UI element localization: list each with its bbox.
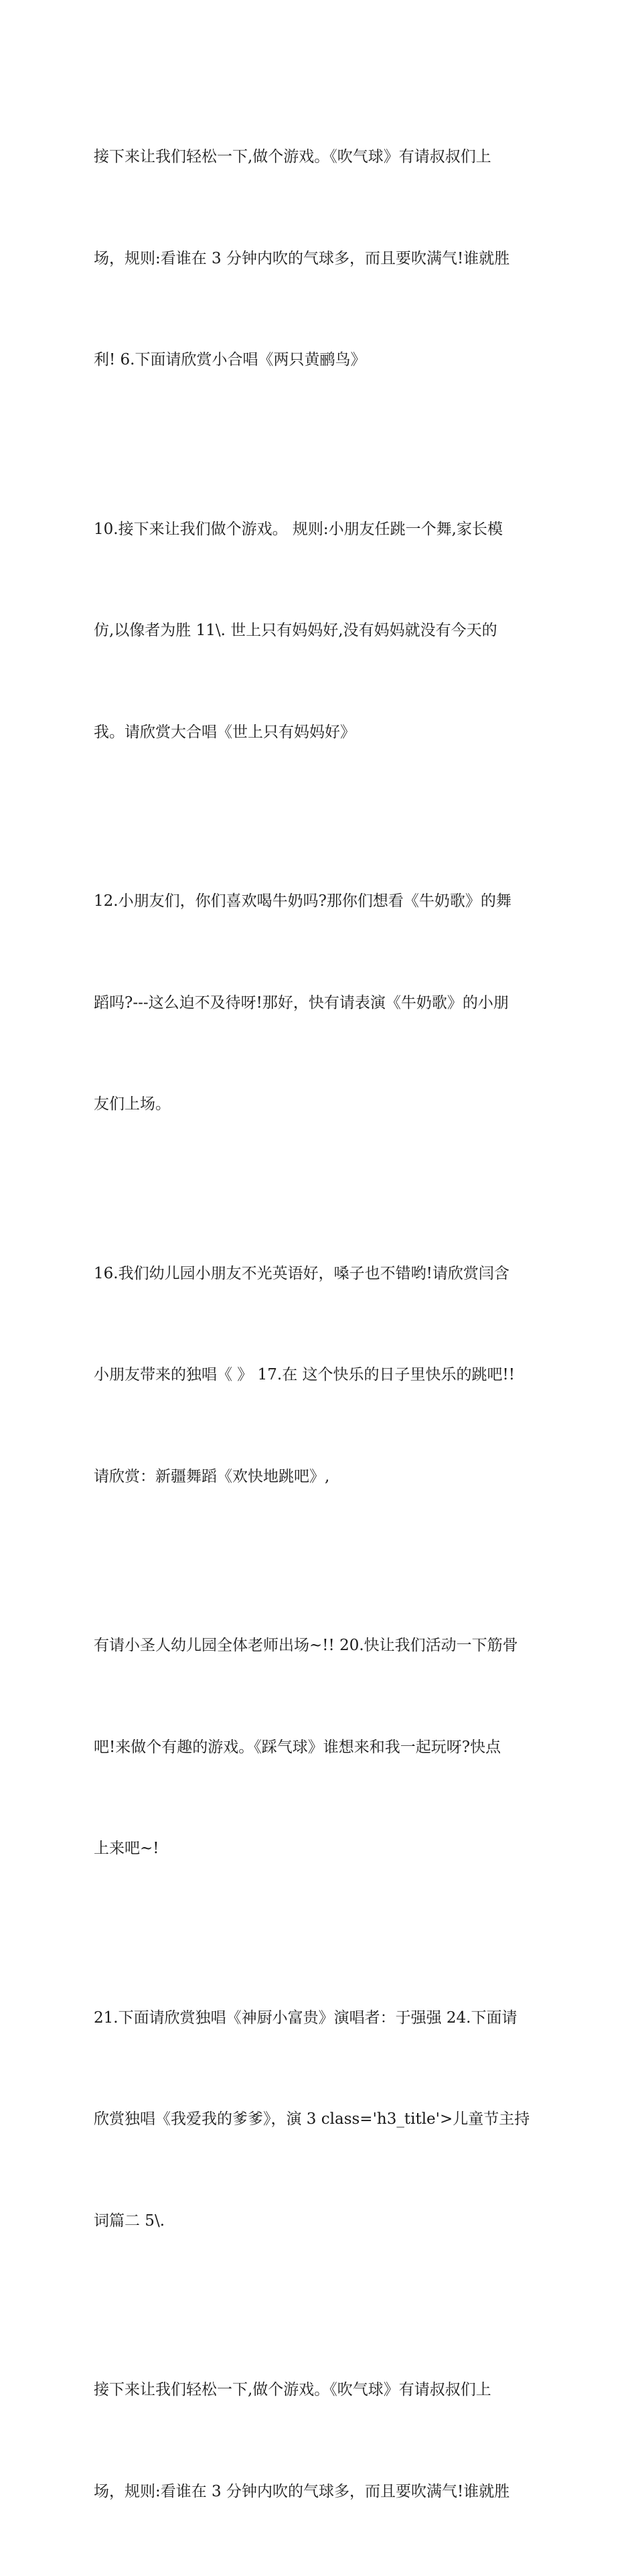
text-line: 16.我们幼儿园小朋友不光英语好，嗓子也不错哟!请欣赏闫含 — [94, 1264, 509, 1282]
text-line: 小朋友带来的独唱《 》 17.在 这个快乐的日子里快乐的跳吧!! — [94, 1366, 515, 1383]
text-line: 欣赏独唱《我爱我的爹爹》，演 3 class='h3_title'>儿童节主持 — [94, 2110, 530, 2128]
text-line: 21.下面请欣赏独唱《神厨小富贵》演唱者：于强强 24.下面请 — [94, 2009, 518, 2027]
text-line: 仿,以像者为胜 11\. 世上只有妈妈好,没有妈妈就没有今天的 — [94, 622, 497, 639]
text-line: 有请小圣人幼儿园全体老师出场~!! 20.快让我们活动一下筋骨 — [94, 1637, 518, 1654]
text-line: 友们上场。 — [94, 1095, 171, 1113]
text-line: 10.接下来让我们做个游戏。 规则:小朋友任跳一个舞,家长模 — [94, 520, 503, 538]
text-line: 吧!来做个有趣的游戏。《踩气球》谁想来和我一起玩呀?快点 — [94, 1738, 501, 1756]
text-line: 利! 6.下面请欣赏小合唱《两只黄鹂鸟》 — [94, 351, 366, 368]
paragraph-solo-songs — [94, 1934, 549, 2306]
paragraph-balloon-game-repeat — [94, 2305, 549, 2576]
text-line: 接下来让我们轻松一下,做个游戏。《吹气球》有请叔叔们上 — [94, 2381, 491, 2398]
text-line: 场，规则:看谁在 3 分钟内吹的气球多，而且要吹满气!谁就胜 — [94, 2482, 510, 2500]
paragraph-balloon-game — [94, 72, 549, 445]
text-line: 接下来让我们轻松一下,做个游戏。《吹气球》有请叔叔们上 — [94, 148, 491, 165]
text-line: 我。请欣赏大合唱《世上只有妈妈好》 — [94, 723, 355, 741]
text-line: 场，规则:看谁在 3 分钟内吹的气球多，而且要吹满气!谁就胜 — [94, 249, 510, 267]
text-line: 上来吧~! — [94, 1840, 159, 1857]
paragraph-solo-and-dance — [94, 1189, 549, 1562]
document-body — [94, 72, 549, 2576]
text-line: 请欣赏：新疆舞蹈《欢快地跳吧》, — [94, 1467, 330, 1485]
paragraph-milk-song — [94, 817, 549, 1189]
paragraph-teachers-game — [94, 1561, 549, 1934]
paragraph-dance-game — [94, 445, 549, 817]
text-line: 12.小朋友们，你们喜欢喝牛奶吗?那你们想看《牛奶歌》的舞 — [94, 892, 511, 910]
text-line: 蹈吗?---这么迫不及待呀!那好，快有请表演《牛奶歌》的小朋 — [94, 994, 509, 1012]
text-line: 词篇二 5\. — [94, 2212, 165, 2230]
